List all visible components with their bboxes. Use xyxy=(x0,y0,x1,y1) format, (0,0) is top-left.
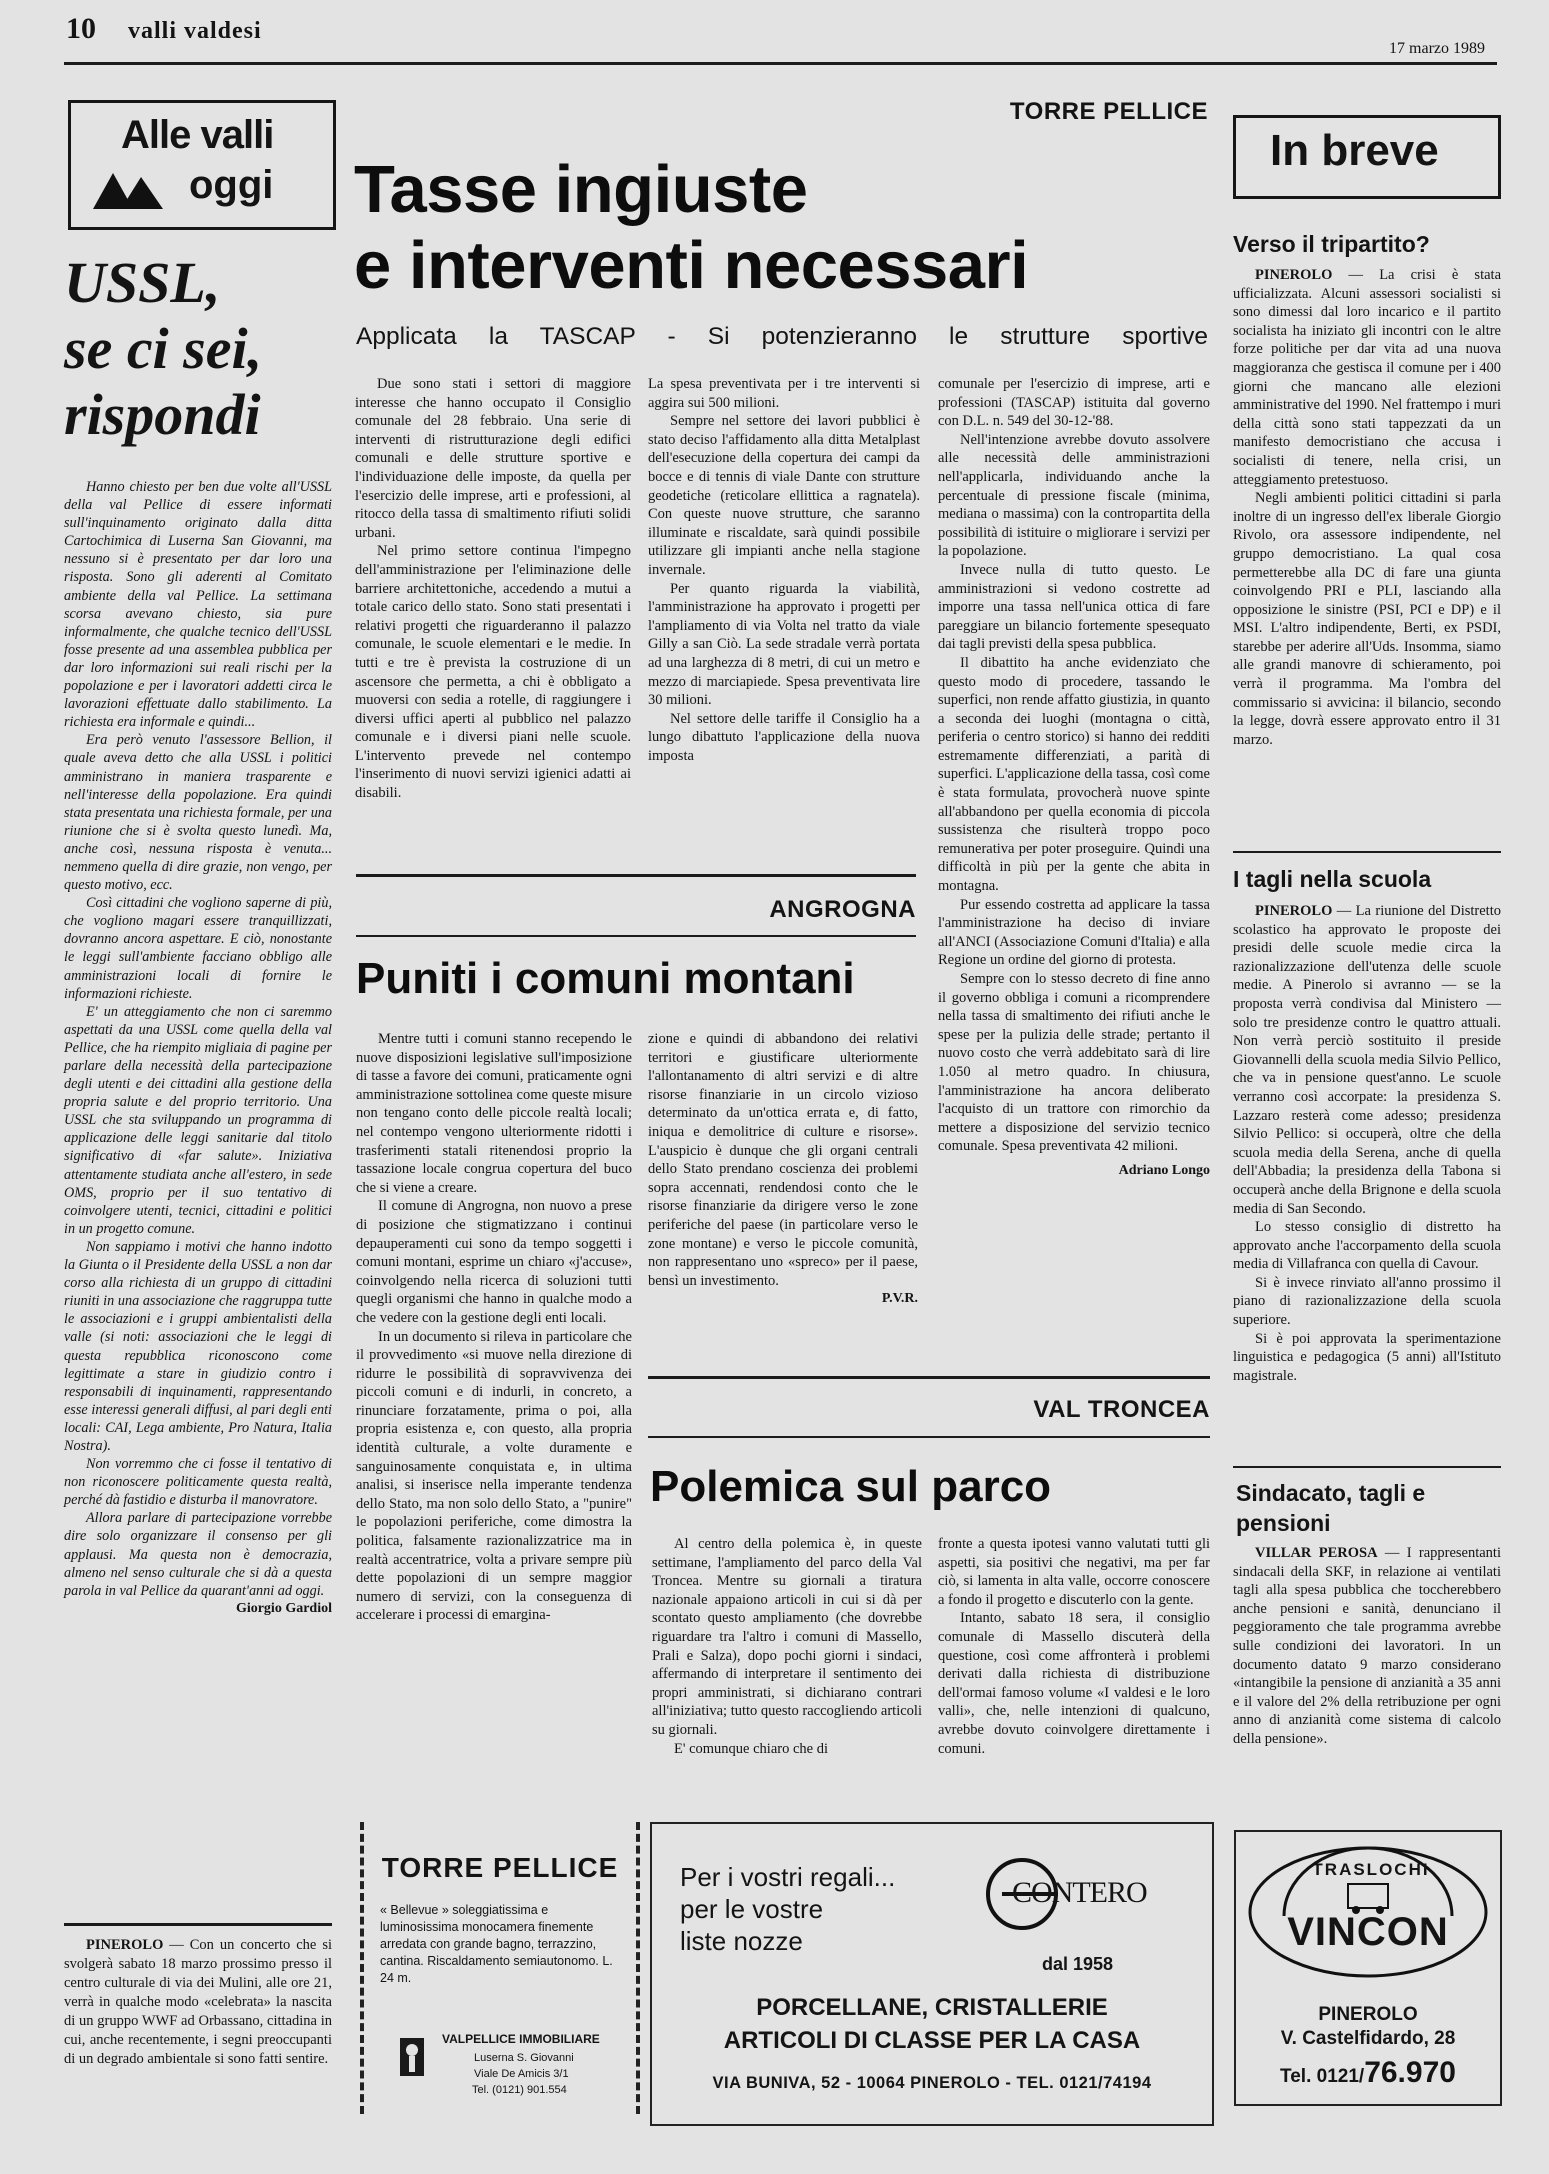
torre-paragraph: Sempre con lo stesso decreto di fine anno il governo obbliga i comuni a ricomprendere nella tassa di smaltimento dei rifiuti anche le spese per la pulizia delle strade; pertanto il nuovo costo che verrà addebitato sarà di lire 1.050 al metro quadro. In chiusura, l'amministrazione ha ancora deliberato l'acquisto di un trattore con rimorchio da mettere a disposizione del servizio tecnico comunale. Spesa preventivata 42 milioni. xyxy=(938,971,1210,1155)
angrogna-paragraph: Il comune di Angrogna, non nuovo a prese di posizione che stigmatizzano i continui depauperamenti cui sono da tempo soggetti i comuni montani, esprime un chiaro «j'accuse», coinvolgendo nella ricerca di soluzioni tutti quegli organismi che hanno in qualche modo a che vedere con la gestione degli enti locali. xyxy=(356,1198,632,1326)
torre-paragraph: Due sono stati i settori di maggiore interesse che hanno occupato il Consiglio comunale del 28 febbraio. Una serie di interventi di ristrutturazione degli edifici comunali e delle strutture sportive e l'individuazione delle imposte, da quella per l'esercizio delle imprese, arti e professioni, al ritocco della tassa di smaltimento rifiuti solidi urbani. xyxy=(355,376,631,541)
troncea-top-rule xyxy=(648,1376,1210,1379)
torre-headline-line2: e interventi necessari xyxy=(354,228,1029,303)
in-breve-item1 xyxy=(1233,266,1501,749)
item2-paragraph: Si è poi approvata la sperimentazione linguistica e pedagogica (5 anni) all'Istituto magistrale. xyxy=(1233,1330,1501,1384)
wwf-brief-text: — Con un concerto che si svolgerà sabato 18 marzo prossimo presso il centro culturale di via dei Mulini, alle ore 21, verrà in qualche modo «celebrata» la nascita di un gruppo WWF ad Orbassano, cittadina in cui, anche recentemente, i segni preoccupanti di un degrado ambientale si sono fatti sentire. xyxy=(64,1937,332,2067)
torre-col1 xyxy=(355,375,631,803)
angrogna-top-rule xyxy=(356,874,916,877)
ussl-title xyxy=(64,250,330,448)
torre-col3 xyxy=(938,375,1210,1181)
torre-pellice-section: TORRE PELLICE xyxy=(1009,98,1208,125)
in-breve-item2-heading: I tagli nella scuola xyxy=(1233,866,1432,892)
troncea-paragraph: Al centro della polemica è, in queste settimane, l'ampliamento del parco della Val Troncea. Mentre su giornali a tiratura nazionale appaiono articoli in cui si dà per scontato questo ampliamento (che dovrebbe riguardare tra l'altro i comuni di Massello, Prali e Salza), dopo pochi giorni i sindaci, affermando di interpretare il sentimento dei propri amministrati, si dichiarano contrari all'iniziativa; tutto questo raccogliendo articoli su giornali. xyxy=(652,1536,922,1738)
issue-date: 17 marzo 1989 xyxy=(1389,40,1485,57)
torre-col2 xyxy=(648,375,920,765)
in-breve-item2 xyxy=(1233,902,1501,1385)
immobiliare-address2: Viale De Amicis 3/1 xyxy=(474,2068,569,2080)
contero-ad xyxy=(650,1822,1214,2126)
ussl-paragraph: Così cittadini che vogliono saperne di più, che vogliono magari essere tranquillizzati, dovranno ancora aspettare. E ciò, nonostante le leggi sull'ambiente facciano obbligo alle amministrazioni locali di fornire le informazioni richieste. xyxy=(64,895,332,1002)
torre-paragraph: Nel settore delle tariffe il Consiglio ha a lungo dibattuto l'applicazione della nuova imposta xyxy=(648,710,920,764)
torre-paragraph: comunale per l'esercizio di imprese, arti e professioni (TASCAP) istituita dal governo con D.L. n. 549 del 30-12-'88. xyxy=(938,376,1210,430)
angrogna-paragraph: In un documento si rileva in particolare che il provvedimento «si muove nella direzione di ridurre le possibilità di sopravvivenza dei piccoli comuni e di indurli, in concreto, a rinunciare forzatamente, prima o poi, alla propria esistenza e, con questo, alla propria identità culturale, a volte duramente e sanguinosamente conquistata e, in ultima analisi, si inserisce nella imperante tendenza dello Stato, ma non solo dello Stato, a "punire" le popolazioni periferiche, come dimostra la politica, falsamente razionalizzatrice ma in realtà accentratrice, volta a privare sempre più dette popolazioni di un sempre maggior numero di servizi, con la conseguenza di accelerare i processi di emargina- xyxy=(356,1328,632,1624)
in-breve-box xyxy=(1233,115,1501,199)
ussl-paragraph: Hanno chiesto per ben due volte all'USSL della val Pellice di essere informati sull'inquinamento originato dalla ditta Cartochimica di Luserna San Giovanni, ma nessuno si è presentato per dar loro una risposta. Sono gli aderenti al Comitato ambiente della val Pellice. La settimana scorsa avevano chiesto, sia pure informalmente, che qualche tecnico dell'USSL fosse presente ad una assemblea pubblica per dar loro informazioni sui reali rischi per la popolazione e per i lavoratori addetti circa le lavorazioni effettuate dallo stabilimento. La richiesta era informale e quindi... xyxy=(64,479,332,731)
vincon-phone xyxy=(1236,2056,1500,2090)
in-breve-rule1 xyxy=(1233,851,1501,853)
vincon-logo: VINCON xyxy=(1287,1910,1449,1954)
ussl-article xyxy=(64,478,332,1618)
troncea-paragraph: fronte a questa ipotesi vanno valutati tutti gli aspetti, sia positivi che negativi, ma per far ciò, si lamenta in alta valle, occorre conoscere a fondo il progetto e discuterlo con la gente. xyxy=(938,1536,1210,1608)
in-breve-item3 xyxy=(1233,1544,1501,1749)
item1-paragraph: Negli ambienti politici cittadini si parla inoltre di un ingresso dell'ex liberale Giorgio Rivolo, ora assessore indipendente, nel gruppo democristiano. La qual cosa permetterebbe alla DC di fare una giunta coinvolgendo PRI e PLI, lasciando alla opposizione le sinistre (PSI, PCI e DP) e il MSI. L'altro indipendente, Berti, ex PSDI, starebbe per aderire all'Uds. Insomma, siamo alle grandi manovre di schieramento, poi verrà il programma. Ma l'ombra del commissario si avvicina: il bilancio, secondo la legge, dovrà essere approvato entro il 31 marzo. xyxy=(1233,490,1501,748)
item2-paragraph: Lo stesso consiglio di distretto ha approvato anche l'accorpamento della scuola media di Villafranca con quella di Cavour. xyxy=(1233,1219,1501,1273)
contero-products2: ARTICOLI DI CLASSE PER LA CASA xyxy=(723,2027,1141,2054)
vincon-city: PINEROLO xyxy=(1318,2004,1418,2025)
torre-paragraph: Nel primo settore continua l'impegno dell'amministrazione per l'eliminazione delle barriere architettoniche, accedendo a mutui a totale carico dello stato. Sono stati presentati i relativi progetti che riguarderanno il palazzo comunale, le scuole elementari e le medie. In tutti e tre è prevista la costruzione di un ascensore che permetta, a chi è obbligato a muoversi con sedia a rotelle, di raggiungere i diversi uffici aperti al pubblico nel palazzo comunale e i diversi piani nelle scuole. L'intervento prevede nel contempo l'inserimento di nuovi servizi igienici adatti ai disabili. xyxy=(355,543,631,802)
torre-paragraph: Nell'intenzione avrebbe dovuto assolvere alle necessità delle amministrazioni nell'applicarla, individuando anche la percentuale di pressione fiscale (minima, mediana o massima) con la contropartita della possibilità di istituire o migliorare i servizi per la popolazione. xyxy=(938,431,1210,560)
angrogna-paragraph: Mentre tutti i comuni stanno recependo le nuove disposizioni legislative sull'imposizione di tasse a favore dei comuni, praticamente ogni amministrazione sottolinea come queste misure non tengano conto delle piccole realtà locali; nel contempo vengono ulteriormente ridotti i trasferimenti statali ritenendosi proprio la tassazione locale congrua copertura del buco che si viene a creare. xyxy=(356,1031,632,1196)
ussl-title-line2: se ci sei, xyxy=(64,316,263,381)
left-brief-rule xyxy=(64,1923,332,1926)
contero-line1: Per i vostri regali... xyxy=(680,1862,896,1892)
contero-logo: CONTERO xyxy=(1012,1876,1147,1909)
badge-line2: oggi xyxy=(189,163,274,207)
torre-pellice-subhead: Applicata la TASCAP - Si potenzieranno le strutture sportive xyxy=(356,323,1208,350)
contero-line3: liste nozze xyxy=(680,1926,803,1956)
contero-since: dal 1958 xyxy=(1042,1954,1114,1974)
torre-paragraph: Sempre nel settore dei lavori pubblici è stato deciso l'affidamento alla ditta Metalplast dell'esecuzione della copertura dei campi da bocce e di tennis di viale Dante con strutture geodetiche (reticolare ellittica a ragnatela). Con queste nuove strutture, che saranno illuminate e riscaldate, sarà quindi possibile utilizzare gli impianti anche nella stagione invernale. xyxy=(648,413,920,578)
torre-signature: Adriano Longo xyxy=(1118,1162,1210,1178)
torre-paragraph: Per quanto riguarda la viabilità, l'amministrazione ha approvato i progetti per l'ampliamento di via Volta nel tratto da viale Gilly a san Ciò. La sede stradale verrà portata ad una larghezza di 8 metri, di cui un metro e mezzo di marciapiede. Spesa preventivata lire 30 milioni. xyxy=(648,580,920,709)
val-troncea-headline: Polemica sul parco xyxy=(650,1462,1052,1511)
immobiliare-ad xyxy=(360,1822,640,2114)
val-troncea-section: VAL TRONCEA xyxy=(1033,1396,1210,1423)
house-key-icon xyxy=(394,2034,430,2080)
angrogna-section: ANGROGNA xyxy=(769,896,916,923)
in-breve-rule2 xyxy=(1233,1466,1501,1468)
ussl-title-line1: USSL, xyxy=(64,250,221,315)
troncea-col1 xyxy=(652,1535,922,1758)
in-breve-item3-heading: Sindacato, tagli e pensioni xyxy=(1236,1480,1426,1536)
ussl-signature: Giorgio Gardiol xyxy=(235,1600,332,1616)
angrogna-paragraph: zione e quindi di abbandono dei relativi territori e giustificare ulteriormente l'allontanamento di altri servizi e di altre risorse finanziarie in un circolo vizioso determinato da un'ottica errata e, di fatto, iniqua e demolitrice di culture e risorse». L'auspicio è dunque che gli organi centrali dello Stato prendano coscienza dei problemi sopra accennati, rendendosi conto che le risorse finanziarie da dirigere verso le zone periferiche del paese (in particolare verso le zone montane) e verso le piccole comunità, non rappresentano uno «spreco» per il paese, bensì un investimento. xyxy=(648,1031,918,1289)
badge-line1: Alle valli xyxy=(121,113,274,157)
contero-line2: per le vostre xyxy=(680,1894,824,1924)
item1-place: PINEROLO xyxy=(1255,267,1333,283)
ussl-paragraph: Non sappiamo i motivi che hanno indotto la Giunta o il Presidente della USSL a non dar corso alla richiesta di un gruppo di cittadini riuniti in una associazione che raggruppa tutte le associazioni e i gruppi ambientalisti della valle (si noti: associazioni che le leggi di questa repubblica riconoscono come legittimate a stare in giudizio contro i responsabili di inquinamenti, rappresentando esse interessi generali diffusi, al pari degli enti locali: CAI, Lega ambiente, Pro Natura, Italia Nostra). xyxy=(64,1238,332,1454)
contero-address: VIA BUNIVA, 52 - 10064 PINEROLO - TEL. 0121/74194 xyxy=(712,2074,1152,2092)
troncea-col2 xyxy=(938,1535,1210,1758)
troncea-mid-rule xyxy=(648,1436,1210,1438)
immobiliare-company: VALPELLICE IMMOBILIARE xyxy=(442,2032,600,2046)
angrogna-mid-rule xyxy=(356,935,916,937)
troncea-paragraph: Intanto, sabato 18 sera, il consiglio comunale di Massello discuterà della questione, così come affronterà i problemi derivati dalla richiesta di distribuzione dell'ormai famoso volume «I valdesi e le loro valli», che, nelle intenzioni di qualcuno, avrebbe dovuto coinvolgere direttamente i comuni. xyxy=(938,1610,1210,1757)
angrogna-col1 xyxy=(356,1030,632,1625)
angrogna-col2 xyxy=(648,1030,918,1309)
vincon-street: V. Castelfidardo, 28 xyxy=(1280,2028,1456,2049)
torre-paragraph: Il dibattito ha anche evidenziato che questo modo di procedere, tassando le superfici, non rende affatto giustizia, in quanto a seconda dei luoghi (montagna o città, periferia o centro storico) si hanno dei redditi estremamente differenziati, a parità di superfici. L'applicazione della tassa, così come è stata formulata, provocherà nuove spinte all'abbandono per quella economia di piccola sussistenza che risulterà troppo poco remunerativa per poter proseguire. Quindi una difficoltà in più per la gente che abita in montagna. xyxy=(938,654,1210,895)
in-breve-title: In breve xyxy=(1270,126,1439,175)
contero-products1: PORCELLANE, CRISTALLERIE xyxy=(756,1994,1108,2021)
item3-text: — I rappresentanti sindacali della SKF, in relazione ai ventilati tagli alla spesa pubblica che toccherebbero anche pensioni e sanità, denunciano il peggioramento che tale programma avrebbe sulle condizioni dei lavoratori. In un documento datato 9 marzo considerano «intangibile la pensione di anzianità a 35 anni e il valore del 2% della retribuzione per ogni anno di anzianità come sistema di calcolo della pensione». xyxy=(1233,1545,1501,1747)
ussl-title-line3: rispondi xyxy=(64,382,261,447)
in-breve-item1-heading: Verso il tripartito? xyxy=(1233,231,1430,257)
item2-text: — La riunione del Distretto scolastico ha approvato le proposte dei presidi delle scuole medie circa la razionalizzazione dell'utenza delle scuole medie. A Pinerolo si avranno — se la proposta verrà condivisa dal Ministero — solo tre presidenze contro le quattro attuali. Non verrà perciò sostituito il preside Giovannelli della scuola media Silvio Pellico, che va in pensione quest'anno. Le scuole verranno così accorpate: la presidenza S. Lazzaro resterà come adesso; presidenza Silvio Pellico: si occuperà, oltre che della scuola media della Serena, anche di quella dell'Abbadia; la presidenza della Tabona si occuperà anche della Brignone e della scuola media di San Secondo. xyxy=(1233,903,1501,1217)
valli-oggi-badge xyxy=(68,100,336,230)
ussl-paragraph: Non vorremmo che ci fosse il tentativo di non riconoscere politicamente questa realtà, perché dà fastidio e disturba il manovratore. xyxy=(64,1456,332,1509)
torre-paragraph: La spesa preventivata per i tre interventi si aggira sui 500 milioni. xyxy=(648,376,920,411)
angrogna-signature: P.V.R. xyxy=(881,1291,918,1307)
ussl-paragraph: Era però venuto l'assessore Bellion, il quale aveva detto che alla USSL i politici amministrano in maniera trasparente e nell'interesse della popolazione. Era quindi stata presentata una richiesta formale, per una riunione che si è svolta questo lunedì. Ma, anche così, nessuna risposta è venuta... nemmeno quella di dire grazie, non vengo, per questo motivo, ecc. xyxy=(64,732,332,894)
paper-name: valli valdesi xyxy=(128,18,262,44)
wwf-brief xyxy=(64,1936,332,2069)
vincon-arc-text: TRASLOCHI xyxy=(1312,1860,1430,1879)
item2-paragraph: Si è invece rinviato all'anno prossimo il piano di razionalizzazione della scuola superiore. xyxy=(1233,1274,1501,1329)
immobiliare-ad-title: TORRE PELLICE xyxy=(381,1852,619,1883)
immobiliare-address1: Luserna S. Giovanni xyxy=(474,2052,574,2064)
immobiliare-ad-text: « Bellevue » soleggiatissima e luminosissima monocamera finemente arredata con grande bagno, terrazzino, cantina. Riscaldamento semiautonomo. L. 24 m. xyxy=(380,1903,613,1985)
angrogna-headline: Puniti i comuni montani xyxy=(356,954,855,1003)
item1-text: — La crisi è stata ufficializzata. Alcuni assessori socialisti si sono dimessi dal loro incarico e il partito socialista ha iniziato gli incontri con le altre forze politiche per dar vita ad una nuova maggioranza che gestisca il comune per i 400 giorni che mancano alle elezioni amministrative del 1990. Nel frattempo i muri della città sono stati tappezzati da un manifesto democristiano che accusa i socialisti di tenere, nella crisi, un atteggiamento pretestuoso. xyxy=(1233,267,1501,488)
vincon-phone-prefix: Tel. 0121/ xyxy=(1280,2066,1365,2087)
header-rule xyxy=(64,62,1497,65)
vincon-ad xyxy=(1234,1830,1502,2106)
torre-headline-line1: Tasse ingiuste xyxy=(354,152,808,227)
item3-place: VILLAR PEROSA xyxy=(1255,1545,1378,1561)
torre-paragraph: Pur essendo costretta ad applicare la tassa l'amministrazione ha deciso di inviare all'ANCI (Associazione Comuni d'Italia) e alla Regione un ordine del giorno di protesta. xyxy=(938,896,1210,969)
torre-paragraph: Invece nulla di tutto questo. Le amministrazioni si vedono costrette ad imporre una tassa nell'unica ottica di fare pareggiare un bilancio fortemente spesequato dai tagli previsti della spesa pubblica. xyxy=(938,561,1210,653)
troncea-paragraph: E' comunque chiaro che di xyxy=(674,1740,828,1757)
ussl-paragraph: E' un atteggiamento che non ci saremmo aspettati da una USSL come quella della val Pellice, che ha riempito migliaia di pagine per parlare della necessità della partecipazione degli utenti e dei cittadini alla gestione della propria salute e del proprio territorio. Una USSL che sta sviluppando un programma di applicazione delle leggi sanitarie dal titolo significativo di «far salute». Iniziativa attentamente studiata anche all'estero, in sede OMS, proprio per il suo tentativo di coinvolgere utenti, tecnici, cittadini e politici in un progetto comune. xyxy=(64,1003,332,1237)
immobiliare-phone: Tel. (0121) 901.554 xyxy=(472,2084,567,2096)
wwf-brief-place: PINEROLO xyxy=(86,1937,164,1953)
page-number: 10 xyxy=(66,12,96,45)
mountain-icon xyxy=(93,167,163,209)
item2-place: PINEROLO xyxy=(1255,903,1333,919)
torre-pellice-headline xyxy=(354,152,1214,304)
ussl-paragraph: Allora parlare di partecipazione vorrebbe dire solo organizzare il consenso per gli applausi. Ma questa non è democrazia, almeno nel senso culturale che si dà a questa parola in val Pellice da quarant'anni ad oggi. xyxy=(64,1510,332,1599)
vincon-phone-number: 76.970 xyxy=(1364,2056,1456,2089)
